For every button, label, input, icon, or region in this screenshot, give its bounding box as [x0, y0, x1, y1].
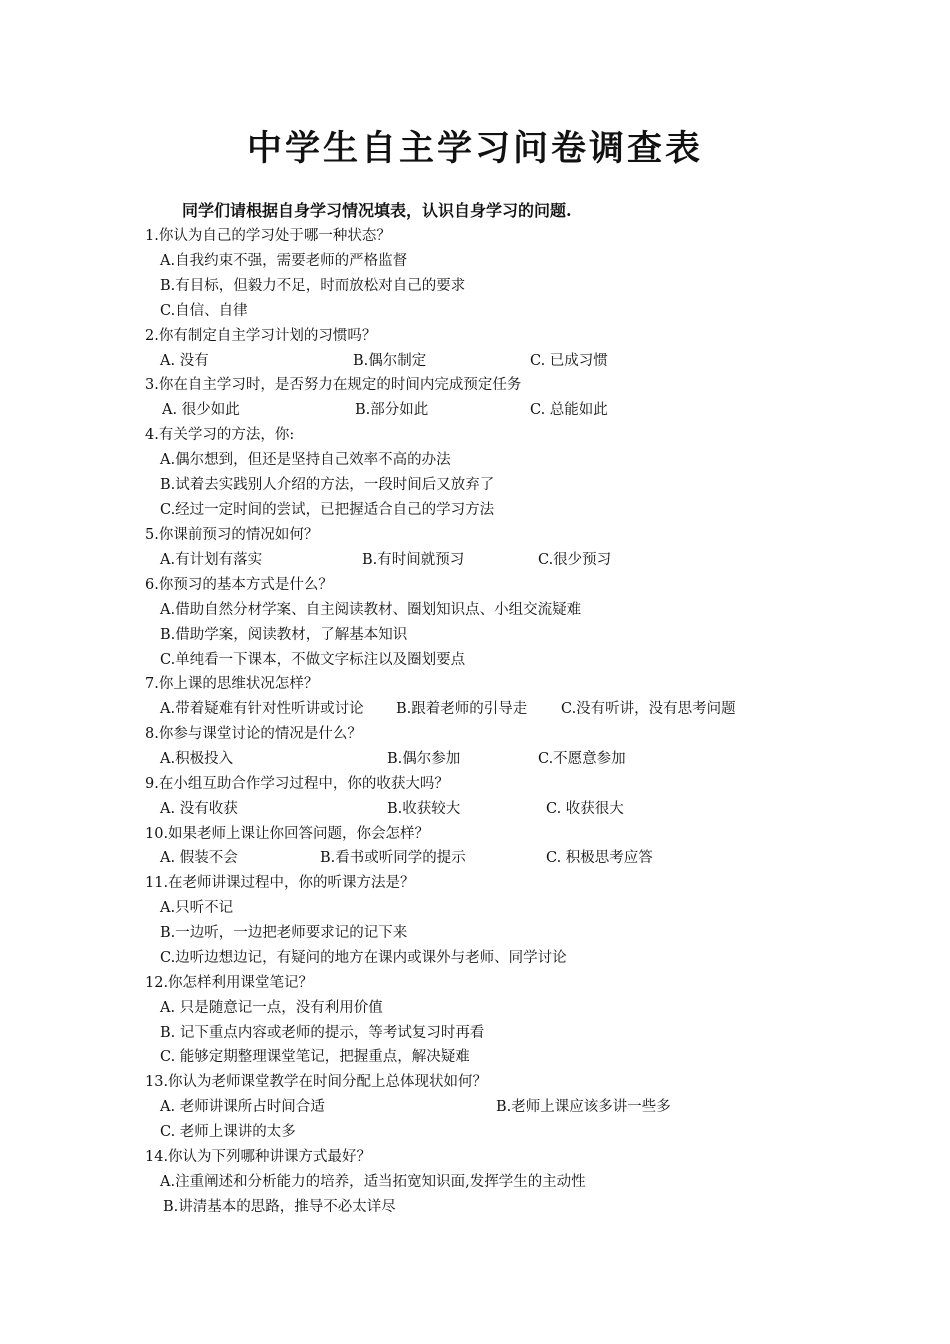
q13-option-c: C. 老师上课讲的太多 [160, 1124, 296, 1140]
q6-option-c: C.单纯看一下课本，不做文字标注以及圈划要点 [160, 652, 466, 668]
q3-option-a: A. 很少如此 [162, 402, 240, 418]
question-1: 1.你认为自己的学习处于哪一种状态？ [145, 228, 391, 244]
page-title: 中学生自主学习问卷调查表 [246, 128, 703, 169]
question-9: 9.在小组互助合作学习过程中，你的收获大吗？ [145, 776, 449, 792]
question-11: 11.在老师讲课过程中，你的听课方法是？ [145, 875, 415, 891]
q9-option-c: C. 收获很大 [546, 801, 624, 817]
q1-option-c: C.自信、自律 [160, 303, 248, 319]
q1-option-a: A.自我约束不强，需要老师的严格监督 [160, 253, 408, 269]
q4-option-c: C.经过一定时间的尝试，已把握适合自己的学习方法 [160, 502, 495, 518]
question-8: 8.你参与课堂讨论的情况是什么？ [145, 726, 362, 742]
question-6: 6.你预习的基本方式是什么？ [145, 577, 333, 593]
q11-option-b: B.一边听，一边把老师要求记的记下来 [160, 925, 408, 941]
q11-option-a: A.只听不记 [160, 900, 234, 916]
question-12: 12.你怎样利用课堂笔记？ [145, 975, 314, 991]
q2-option-a: A. 没有 [160, 353, 209, 369]
question-10: 10.如果老师上课让你回答问题，你会怎样？ [145, 826, 430, 842]
q7-option-b: B.跟着老师的引导走 [396, 701, 528, 717]
q3-option-b: B.部分如此 [355, 402, 429, 418]
q8-option-a: A.积极投入 [160, 751, 234, 767]
q13-option-a: A. 老师讲课所占时间合适 [160, 1099, 325, 1115]
q9-option-a: A. 没有收获 [160, 801, 238, 817]
q14-option-b: B.讲清基本的思路，推导不必太详尽 [163, 1199, 396, 1215]
q7-option-c: C.没有听讲，没有思考问题 [561, 701, 736, 717]
q5-option-a: A.有计划有落实 [160, 552, 263, 568]
q6-option-b: B.借助学案，阅读教材，了解基本知识 [160, 627, 408, 643]
question-7: 7.你上课的思维状况怎样？ [145, 676, 319, 692]
q13-option-b: B.老师上课应该多讲一些多 [496, 1099, 671, 1115]
q4-option-a: A.偶尔想到，但还是坚持自己效率不高的办法 [160, 452, 451, 468]
question-2: 2.你有制定自主学习计划的习惯吗？ [145, 328, 377, 344]
q10-option-c: C. 积极思考应答 [546, 850, 653, 866]
question-13: 13.你认为老师课堂教学在时间分配上总体现状如何？ [145, 1074, 488, 1090]
q3-option-c: C. 总能如此 [530, 402, 608, 418]
q1-option-b: B.有目标，但毅力不足，时而放松对自己的要求 [160, 278, 466, 294]
q8-option-c: C.不愿意参加 [538, 751, 626, 767]
question-14: 14.你认为下列哪种讲课方式最好？ [145, 1149, 372, 1165]
q6-option-a: A.借助自然分材学案、自主阅读教材、圈划知识点、小组交流疑难 [160, 602, 582, 618]
q2-option-c: C. 已成习惯 [530, 353, 608, 369]
question-3: 3.你在自主学习时，是否努力在规定的时间内完成预定任务 [145, 377, 522, 393]
q5-option-c: C.很少预习 [538, 552, 612, 568]
question-5: 5.你课前预习的情况如何？ [145, 527, 319, 543]
q11-option-c: C.边听边想边记，有疑问的地方在课内或课外与老师、同学讨论 [160, 950, 567, 966]
q10-option-b: B.看书或听同学的提示 [320, 850, 466, 866]
q5-option-b: B.有时间就预习 [362, 552, 465, 568]
q9-option-b: B.收获较大 [387, 801, 461, 817]
intro-text: 同学们请根据自身学习情况填表，认识自身学习的问题. [182, 201, 572, 220]
q12-option-c: C. 能够定期整理课堂笔记，把握重点，解决疑难 [160, 1049, 470, 1065]
question-4: 4.有关学习的方法，你: [145, 427, 295, 443]
q12-option-a: A. 只是随意记一点，没有利用价值 [160, 1000, 383, 1016]
q4-option-b: B.试着去实践别人介绍的方法，一段时间后又放弃了 [160, 477, 495, 493]
q10-option-a: A. 假装不会 [160, 850, 238, 866]
q7-option-a: A.带着疑难有针对性听讲或讨论 [160, 701, 364, 717]
q2-option-b: B.偶尔制定 [353, 353, 427, 369]
q12-option-b: B. 记下重点内容或老师的提示，等考试复习时再看 [160, 1025, 485, 1041]
q8-option-b: B.偶尔参加 [387, 751, 461, 767]
q14-option-a: A.注重阐述和分析能力的培养，适当拓宽知识面,发挥学生的主动性 [160, 1174, 586, 1190]
